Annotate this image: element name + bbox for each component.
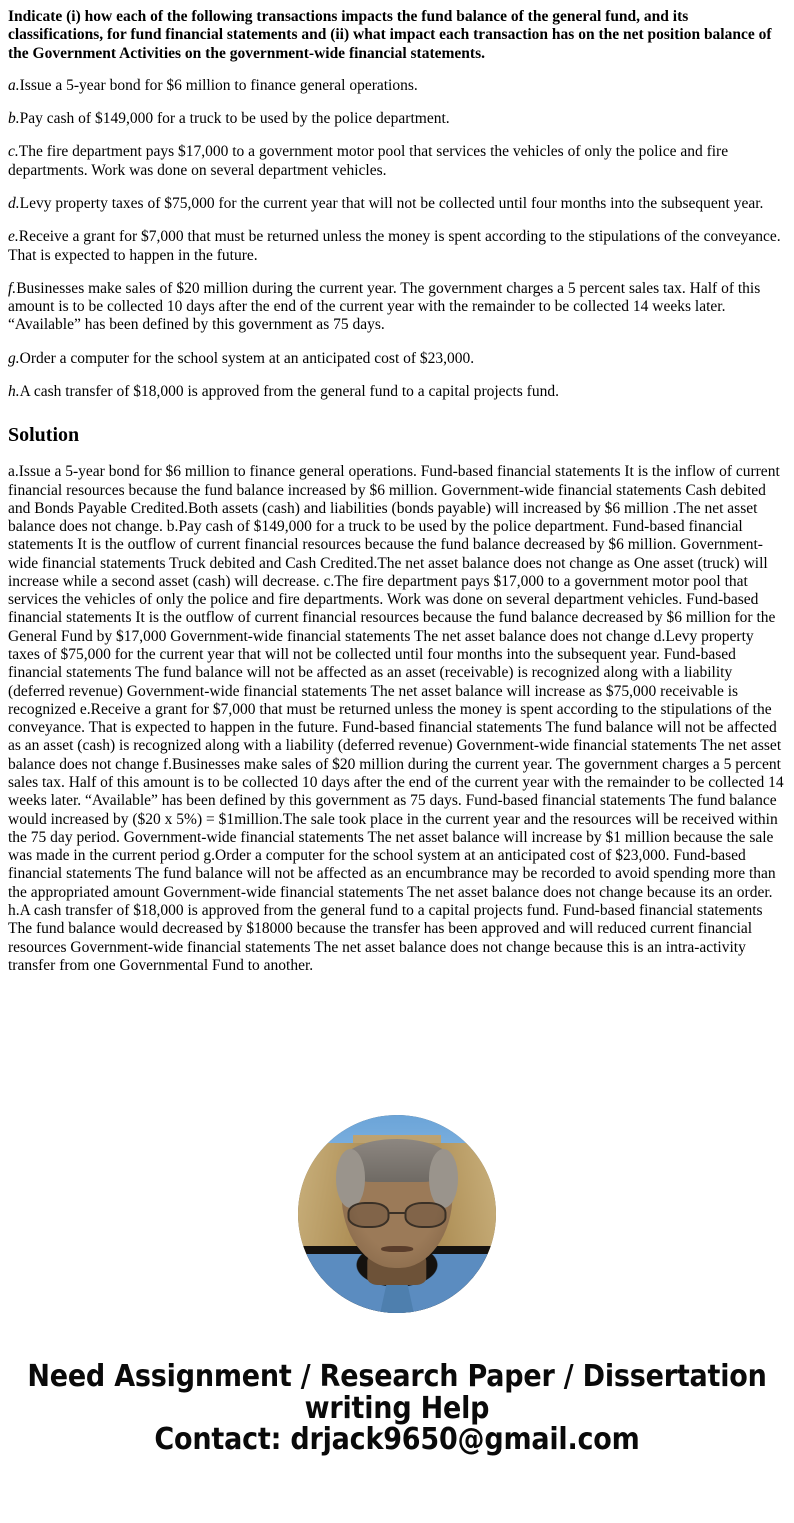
question-marker-h: h. xyxy=(8,382,20,400)
question-text-b: Pay cash of $149,000 for a truck to be used by the police department. xyxy=(19,110,450,128)
question-marker-b: b. xyxy=(8,110,20,128)
question-item-g xyxy=(8,350,786,368)
prompt-heading: Indicate (i) how each of the following transactions impacts the fund balance of the general fund, and its classifications, for fund financial statements and (ii) what impact each transaction has on the net position balance of the Government Activities on the government-wide financial statements. xyxy=(8,8,772,62)
question-marker-f: f. xyxy=(8,279,17,297)
question-item-b xyxy=(8,110,786,128)
solution-body: a.Issue a 5-year bond for $6 million to finance general operations. Fund-based financial statements It is the inflow of current financial resources because the fund balance increased by $6 million. Government-wide financial statements Cash debited and Bonds Payable Credited.Both assets (cash) and liabilities (bonds payable) will increased by $6 million .The net asset balance does not change. b.Pay cash of $149,000 for a truck to be used by the police department. Fund-based financial statements It is the outflow of current financial resources because the fund balance decreased by $6 million. Government-wide financial statements Truck debited and Cash Credited.The net asset balance does not change as One asset (truck) will increase while a second asset (cash) will decrease. c.The fire department pays $17,000 to a government motor pool that services the vehicles of only the police and fire departments. Work was done on several department vehicles. Fund-based financial statements It is the outflow of current financial resources because the fund balance decreased by $6 million for the General Fund by $17,000 Government-wide financial statements The net asset balance does not change d.Levy property taxes of $75,000 for the current year that will not be collected until four months into the subsequent year. Fund-based financial statements The fund balance will not be affected as an asset (receivable) is recognized along with a liability (deferred revenue) Government-wide financial statements The net asset balance will increase as $75,000 receivable is recognized e.Receive a grant for $7,000 that must be returned unless the money is spent according to the stipulations of the conveyance. That is expected to happen in the future. Fund-based financial statements The fund balance will not be affected as an asset (cash) is recognized along with a liability (deferred revenue) Government-wide financial statements The net asset balance does not change f.Businesses make sales of $20 million during the current year. The government charges a 5 percent sales tax. Half of this amount is to be collected 10 days after the end of the current year with the remainder to be collected 14 weeks later. “Available” has been defined by this government as 75 days. Fund-based financial statements The fund balance would increased by ($20 x 5%) = $1million.The sale took place in the current year and the resources will be received within the 75 day period. Government-wide financial statements The net asset balance will increase by $1 million because the sale was made in the current period g.Order a computer for the school system at an anticipated cost of $23,000. Fund-based financial statements The fund balance will not be affected as an encumbrance may be recorded to avoid spending more than the appropriated amount Government-wide financial statements The net asset balance does not change because its an order. h.A cash transfer of $18,000 is approved from the general fund to a capital projects fund. Fund-based financial statements The fund balance would decreased by $18000 because the transfer has been approved and will reduced current financial resources Government-wide financial statements The net asset balance does not change because this is an intra-activity transfer from one Governmental Fund to another. xyxy=(8,463,784,974)
avatar-glasses-bridge xyxy=(389,1212,405,1214)
avatar xyxy=(298,1115,496,1313)
question-marker-d: d. xyxy=(8,194,20,212)
question-text-a: Issue a 5-year bond for $6 million to finance general operations. xyxy=(19,76,418,94)
eyeglasses-icon xyxy=(348,1202,447,1228)
question-marker-c: c. xyxy=(8,143,19,161)
avatar-container xyxy=(0,1115,794,1313)
question-item-d xyxy=(8,195,786,213)
question-item-f xyxy=(8,280,786,335)
question-text-h: A cash transfer of $18,000 is approved from the general fund to a capital projects fund. xyxy=(19,382,559,400)
question-marker-a: a. xyxy=(8,76,20,94)
footer-line-1: Need Assignment / Research Paper / Dissertation xyxy=(27,1359,767,1395)
question-item-h xyxy=(8,383,786,401)
avatar-mouth xyxy=(381,1246,413,1252)
footer-contact-email: Contact: drjack9650@gmail.com xyxy=(154,1422,640,1458)
question-item-c xyxy=(8,143,786,180)
footer-cta xyxy=(0,1361,794,1472)
question-marker-e: e. xyxy=(8,228,19,246)
question-text-c: The fire department pays $17,000 to a government motor pool that services the vehicles of only the police and fire departments. Work was done on several department vehicles. xyxy=(8,143,729,179)
question-marker-g: g. xyxy=(8,349,20,367)
avatar-hair-left xyxy=(336,1149,366,1208)
avatar-lens-right xyxy=(405,1202,447,1228)
question-text-e: Receive a grant for $7,000 that must be returned unless the money is spent according to the stipulations of the conveyance. That is expected to happen in the future. xyxy=(8,228,781,264)
question-text-d: Levy property taxes of $75,000 for the current year that will not be collected until four months into the subsequent year. xyxy=(19,194,764,212)
footer-line-2: writing Help xyxy=(304,1390,490,1426)
avatar-lens-left xyxy=(348,1202,390,1228)
solution-heading: Solution xyxy=(8,424,80,447)
question-item-e xyxy=(8,228,786,265)
question-item-a xyxy=(8,77,786,95)
question-text-g: Order a computer for the school system at an anticipated cost of $23,000. xyxy=(19,349,475,367)
question-text-f: Businesses make sales of $20 million during the current year. The government charges a 5 percent sales tax. Half of this amount is to be collected 10 days after the end of the current year with the remainder to be collected 14 weeks later. “Available” has been defined by this government as 75 days. xyxy=(8,279,761,334)
